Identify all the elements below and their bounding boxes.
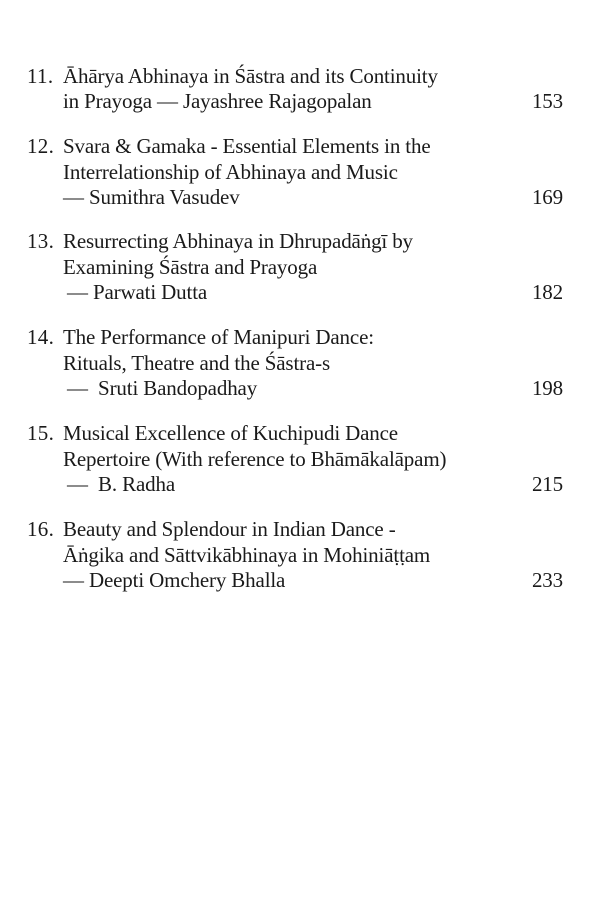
toc-entry-line: [0, 567, 600, 593]
entry-title: The Performance of Manipuri Dance:: [63, 325, 374, 349]
entry-title: Beauty and Splendour in Indian Dance -: [63, 517, 396, 541]
entry-title: Svara & Gamaka - Essential Elements in the: [63, 134, 431, 158]
toc-entry-line: [0, 159, 600, 185]
toc-entry-line: [0, 228, 600, 254]
entry-title: Examining Śāstra and Prayoga: [63, 254, 318, 279]
toc-entry-line: [0, 254, 600, 280]
entry-page-number: 153: [531, 89, 563, 113]
entry-page-number: 215: [531, 472, 563, 496]
entry-page-number: 169: [531, 185, 563, 209]
toc-entry-line: [0, 184, 600, 210]
toc-entry-line: [0, 471, 600, 497]
entry-number: 11.: [27, 64, 54, 88]
entry-author: in Prayoga — Jayashree Rajagopalan: [63, 89, 372, 113]
entry-title: Musical Excellence of Kuchipudi Dance: [63, 421, 398, 445]
entry-title: Resurrecting Abhinaya in Dhrupadāṅgī by: [63, 229, 413, 253]
entry-title: Āṅgika and Sāttvikābhinaya in Mohiniāṭṭam: [63, 542, 431, 567]
entry-page-number: 198: [531, 376, 563, 400]
toc-entry-line: [0, 542, 600, 568]
entry-page-number: 233: [531, 568, 563, 592]
entry-number: 12.: [27, 134, 55, 158]
entry-author: — Sruti Bandopadhay: [67, 376, 258, 400]
toc-entry-line: [0, 133, 600, 159]
entry-author: — B. Radha: [67, 472, 176, 496]
toc-entry-line: [0, 324, 600, 350]
entry-number: 14.: [27, 325, 55, 349]
entry-title: Repertoire (With reference to Bhāmākalāpam): [63, 446, 447, 471]
entry-number: 13.: [27, 229, 55, 253]
entry-author: — Sumithra Vasudev: [63, 185, 240, 209]
entry-title: Āhārya Abhinaya in Śāstra and its Continuity: [63, 64, 438, 88]
entry-number: 16.: [27, 517, 55, 541]
entry-title: Interrelationship of Abhinaya and Music: [63, 159, 398, 184]
toc-entry-line: [0, 446, 600, 472]
toc-entry-line: [0, 375, 600, 401]
toc-entry-line: [0, 350, 600, 376]
toc-entry-line: [0, 279, 600, 305]
toc-entry-line: [0, 63, 600, 89]
toc-entry-line: [0, 88, 600, 114]
entry-page-number: 182: [531, 280, 563, 304]
entry-author: — Deepti Omchery Bhalla: [63, 568, 286, 592]
entry-author: — Parwati Dutta: [67, 280, 208, 304]
toc-entry-line: [0, 516, 600, 542]
toc-entry-line: [0, 420, 600, 446]
entry-number: 15.: [27, 421, 55, 445]
entry-title: Rituals, Theatre and the Śāstra-s: [63, 350, 331, 375]
